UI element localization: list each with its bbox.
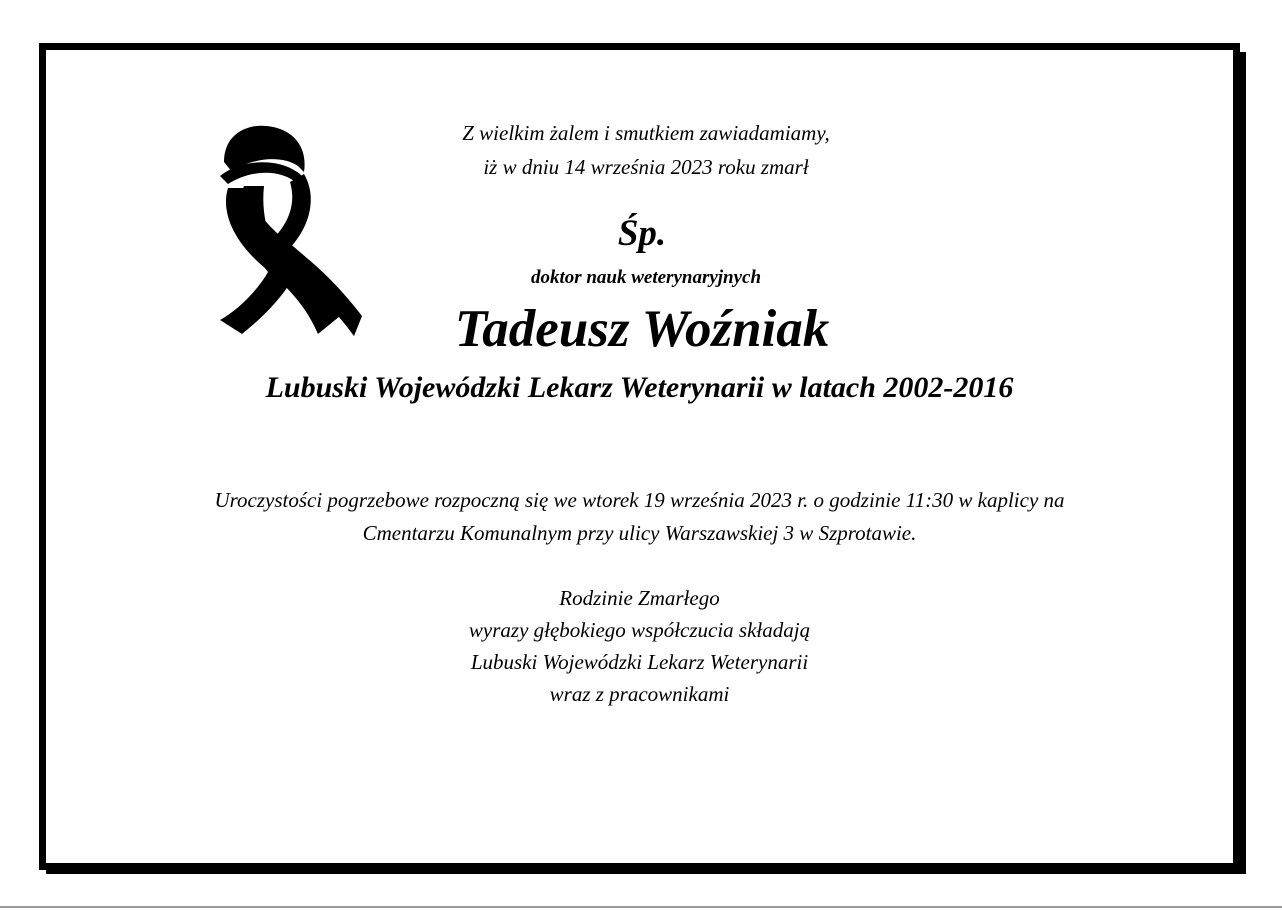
- deceased-name: Tadeusz Woźniak: [454, 300, 830, 358]
- condolence-line-1: Rodzinie Zmarłego: [559, 586, 720, 610]
- intro-line-1: Z wielkim żalem i smutkiem zawiadamiamy,: [462, 121, 830, 145]
- condolence-line-4: wraz z pracownikami: [549, 682, 730, 706]
- honorific: Śp.: [617, 213, 667, 254]
- condolence-line-3: Lubuski Wojewódzki Lekarz Weterynarii: [470, 650, 809, 674]
- funeral-info-line-2: Cmentarzu Komunalnym przy ulicy Warszawskiej 3 w Szprotawie.: [362, 521, 917, 545]
- intro-line-2: iż w dniu 14 września 2023 roku zmarł: [483, 155, 809, 179]
- condolence-line-2: wyrazy głębokiego współczucia składają: [468, 618, 811, 642]
- funeral-info-line-1: Uroczystości pogrzebowe rozpoczną się we wtorek 19 września 2023 r. o godzinie 11:30 w kaplicy na: [214, 488, 1065, 512]
- deceased-role: Lubuski Wojewódzki Lekarz Weterynarii w latach 2002-2016: [265, 371, 1014, 404]
- academic-degree: doktor nauk weterynaryjnych: [530, 267, 762, 288]
- page-bottom-divider: [0, 906, 1282, 908]
- obituary-card: [39, 43, 1240, 870]
